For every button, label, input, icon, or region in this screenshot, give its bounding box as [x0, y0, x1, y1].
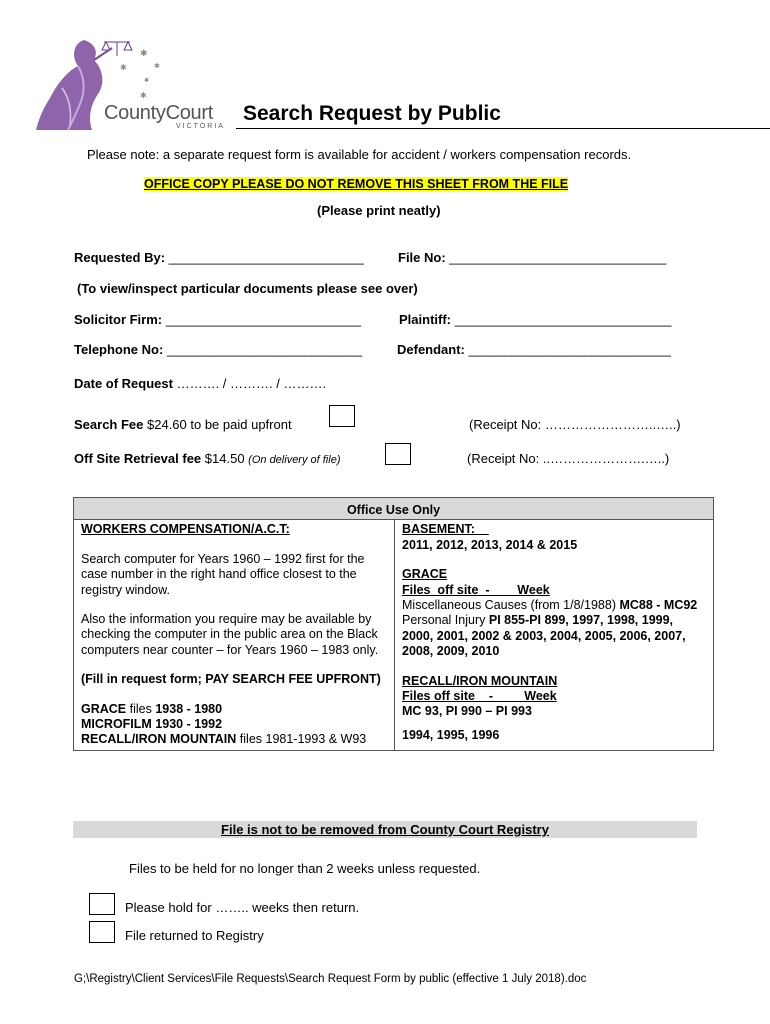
logo-subtitle: VICTORIA	[176, 123, 225, 130]
personal-injury-line	[402, 613, 706, 659]
solicitor-firm-line: ___________________________	[165, 312, 361, 327]
requested-by-field[interactable]	[74, 250, 364, 265]
file-no-label: File No:	[398, 250, 446, 265]
offsite-fee-note: (On delivery of file)	[248, 454, 341, 466]
workers-comp-para1: Search computer for Years 1960 – 1992 first for the case number in the right hand office closest to the registry window.	[81, 551, 365, 597]
recall-files-label: RECALL/IRON MOUNTAIN	[81, 732, 237, 747]
grace-files-text: files	[126, 701, 156, 716]
offsite-fee-receipt: (Receipt No: ..………………….…..)	[467, 451, 670, 466]
requested-by-line: ___________________________	[168, 250, 364, 265]
svg-text:✱: ✱	[120, 63, 127, 72]
offsite-fee-row	[74, 451, 340, 466]
grace-files-years: 1938 - 1980	[155, 701, 223, 716]
returned-option-label: File returned to Registry	[125, 928, 264, 943]
basement-heading: BASEMENT:	[402, 522, 489, 537]
defendant-line: ____________________________	[468, 342, 671, 357]
microfilm-line: MICROFILM 1930 - 1992	[81, 717, 223, 732]
search-fee-checkbox[interactable]	[329, 405, 355, 427]
recall-files-line	[81, 732, 387, 747]
telephone-label: Telephone No:	[74, 342, 164, 357]
plaintiff-line: ______________________________	[454, 312, 672, 327]
misc-causes-line	[402, 598, 706, 613]
fill-in-note: (Fill in request form; PAY SEARCH FEE UPFRONT)	[81, 672, 381, 687]
personal-injury-text: Personal Injury	[402, 613, 489, 628]
personal-injury-range: PI 855-PI 899, 1997, 1998, 1999, 2000, 2001, 2002 & 2003, 2004, 2005, 2006, 2007, 2008, 2009, 2010	[402, 613, 686, 659]
workers-comp-para2: Also the information you require may be available by checking the computer in the public area on the Black computers near counter – for Years 1960 – 1983 only.	[81, 612, 379, 657]
file-no-field[interactable]	[398, 250, 666, 265]
page-title: Search Request by Public	[243, 102, 501, 125]
requested-by-label: Requested By:	[74, 250, 166, 265]
svg-text:✱: ✱	[144, 77, 150, 84]
recall-files-text: files 1981-1993 & W93	[236, 732, 367, 747]
plaintiff-field[interactable]	[399, 312, 672, 327]
office-use-header: Office Use Only	[74, 498, 714, 520]
offsite-fee-checkbox[interactable]	[385, 443, 411, 465]
hold-option-label: Please hold for …….. weeks then return.	[125, 900, 360, 915]
telephone-field[interactable]	[74, 342, 362, 357]
title-rule	[236, 128, 770, 129]
office-use-left-column	[74, 520, 395, 750]
recall-years-line: 1994, 1995, 1996	[402, 727, 500, 742]
basement-years: 2011, 2012, 2013, 2014 & 2015	[402, 537, 578, 552]
defendant-label: Defendant:	[397, 342, 465, 357]
offsite-fee-label: Off Site Retrieval fee	[74, 451, 202, 466]
grace-offsite-line: Files off site - Week	[402, 582, 550, 597]
date-of-request-field[interactable]	[74, 376, 326, 391]
svg-text:✱: ✱	[140, 49, 148, 59]
separate-form-note: Please note: a separate request form is available for accident / workers compensation records.	[87, 147, 632, 162]
offsite-fee-value: $14.50	[204, 451, 245, 466]
grace-files-label: GRACE	[81, 701, 127, 716]
telephone-line: ___________________________	[166, 342, 363, 357]
not-removed-banner: File is not to be removed from County Court Registry	[73, 821, 697, 838]
returned-checkbox[interactable]	[89, 921, 115, 943]
print-neatly-note: (Please print neatly)	[317, 203, 441, 218]
logo-wordmark: CountyCourt	[104, 102, 213, 124]
view-inspect-note: (To view/inspect particular documents please see over)	[77, 281, 418, 296]
date-of-request-label: Date of Request	[74, 376, 173, 391]
date-of-request-value: ………. / ………. / ……….	[172, 376, 327, 391]
svg-text:✱: ✱	[154, 62, 160, 70]
office-copy-warning: OFFICE COPY PLEASE DO NOT REMOVE THIS SHEET FROM THE FILE	[144, 177, 569, 191]
solicitor-firm-label: Solicitor Firm:	[74, 312, 163, 327]
hold-checkbox[interactable]	[89, 893, 115, 915]
hold-duration-note: Files to be held for no longer than 2 weeks unless requested.	[129, 861, 481, 876]
solicitor-firm-field[interactable]	[74, 312, 361, 327]
recall-offsite-line: Files off site - Week	[402, 689, 557, 704]
recall-heading: RECALL/IRON MOUNTAIN	[402, 673, 558, 688]
grace-heading: GRACE	[402, 567, 448, 582]
file-path-footer: G;\Registry\Client Services\File Requests\Search Request Form by public (effective 1 July 2018).doc	[74, 973, 587, 985]
office-use-right-column	[395, 520, 714, 750]
misc-causes-text: Miscellaneous Causes (from 1/8/1988)	[402, 598, 620, 613]
defendant-field[interactable]	[397, 342, 671, 357]
grace-files-line	[81, 702, 387, 717]
search-fee-value: $24.60 to be paid upfront	[147, 417, 292, 432]
recall-mc-line: MC 93, PI 990 – PI 993	[402, 704, 532, 719]
file-no-line: ______________________________	[449, 250, 667, 265]
svg-text:✱: ✱	[140, 91, 147, 100]
search-fee-row	[74, 417, 292, 432]
workers-comp-heading: WORKERS COMPENSATION/A.C.T:	[81, 522, 290, 537]
office-use-table	[73, 497, 714, 751]
search-fee-receipt: (Receipt No: ……………………..…..)	[469, 417, 681, 432]
plaintiff-label: Plaintiff:	[399, 312, 451, 327]
misc-causes-range: MC88 - MC92	[619, 598, 698, 613]
search-fee-label: Search Fee	[74, 417, 144, 432]
